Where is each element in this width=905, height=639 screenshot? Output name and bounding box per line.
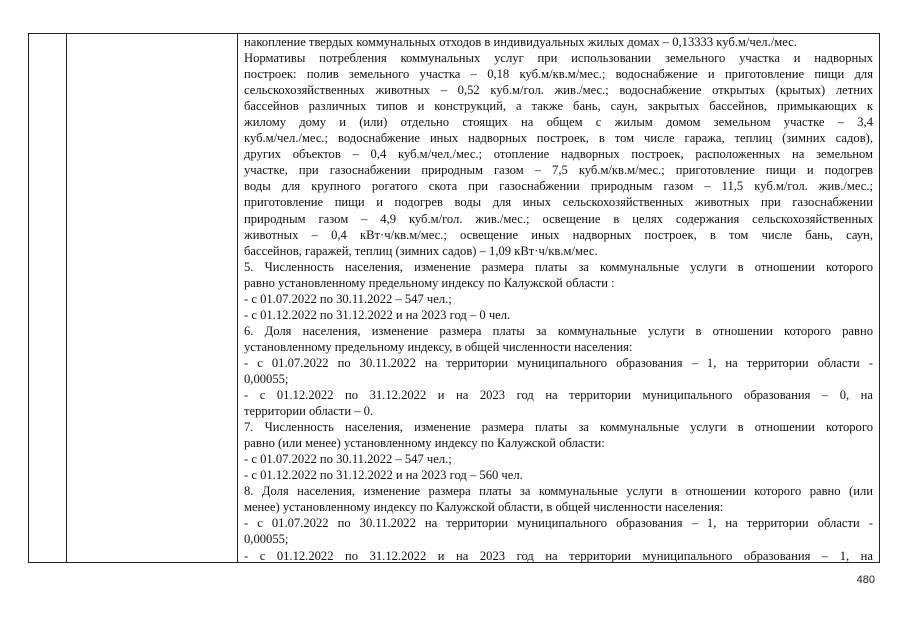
table-column-content: [238, 34, 879, 562]
text-line: приготовление пищи и подогрев воды для иных сельскохозяйственных животных при газоснабжении: [244, 195, 873, 210]
text-line: Нормативы потребления коммунальных услуг при использовании земельного участка и надворных: [244, 51, 873, 66]
text-line: - с 01.12.2022 по 31.12.2022 и на 2023 год – 0 чел.: [244, 307, 511, 322]
text-line: 7. Численность населения, изменение размера платы за коммунальные услуги в отношении которого: [244, 420, 873, 435]
text-line: бассейнов, гаражей, теплиц (зимних садов) – 1,09 кВт·ч/кв.м/мес.: [244, 243, 598, 258]
text-line: накопление твердых коммунальных отходов в индивидуальных жилых домах – 0,13333 куб.м/чел./мес.: [244, 35, 797, 49]
text-line: равно установленному предельному индексу по Калужской области :: [244, 275, 615, 290]
content-text: [244, 34, 873, 562]
text-line: - с 01.12.2022 по 31.12.2022 и на 2023 год – 560 чел.: [244, 468, 523, 483]
text-line: 5. Численность населения, изменение размера платы за коммунальные услуги в отношении которого: [244, 259, 873, 274]
text-line: менее) установленному индексу по Калужской области, в общей численности населения:: [244, 500, 724, 515]
table-column-number: [29, 34, 67, 562]
text-line: сельскохозяйственных животных – 0,52 куб.м/гол. жив./мес.; водоснабжение открытых (крытых) летних: [244, 83, 873, 98]
text-line: - с 01.07.2022 по 30.11.2022 на территории муниципального образования – 1, на территории области -: [244, 355, 873, 370]
text-line: животных – 0,4 кВт·ч/кв.м/мес.; освещение иных надворных построек, в том числе бань, саун,: [244, 227, 873, 242]
text-line: 6. Доля населения, изменение размера платы за коммунальные услуги в отношении которого равно: [244, 323, 873, 338]
text-line: - с 01.12.2022 по 31.12.2022 и на 2023 год на территории муниципального образования – 0, на: [244, 388, 873, 403]
text-line: природным газом – 4,9 куб.м/гол. жив./мес.; освещение в целях содержания сельскохозяйственных: [244, 211, 873, 226]
text-line: построек: полив земельного участка – 0,18 куб.м/кв.м/мес.; водоснабжение и приготовление пищи для: [244, 67, 873, 82]
text-line: 0,00055;: [244, 371, 289, 386]
page-number: 480: [856, 574, 875, 586]
text-line: установленному предельному индексу, в общей численности населения:: [244, 339, 633, 354]
document-table: [28, 33, 880, 563]
text-line: - с 01.07.2022 по 30.11.2022 на территории муниципального образования – 1, на территории области -: [244, 516, 873, 531]
text-line: - с 01.07.2022 по 30.11.2022 – 547 чел.;: [244, 452, 452, 467]
text-line: жилому дому и (или) отдельно стоящих на общем с жилым домом земельном участке – 3,4: [244, 115, 873, 130]
text-line: территории области – 0.: [244, 404, 374, 419]
text-line: бассейнов различных типов и конструкций, а также бань, саун, закрытых бассейнов, примыкающих к: [244, 99, 873, 114]
text-line: 0,00055;: [244, 532, 289, 547]
text-line: 8. Доля населения, изменение размера платы за коммунальные услуги в отношении которого равно (или: [244, 484, 873, 499]
text-line: равно (или менее) установленному индексу по Калужской области:: [244, 436, 605, 451]
text-line: - с 01.12.2022 по 31.12.2022 и на 2023 год на территории муниципального образования – 1, на: [244, 548, 873, 562]
text-line: других объектов – 0,4 куб.м/чел./мес.; отопление надворных построек, расположенных на земельном: [244, 147, 873, 162]
text-line: участке, при газоснабжении природным газом – 7,5 куб.м/кв.м/мес.; приготовление пищи и подогрев: [244, 163, 873, 178]
text-line: куб.м/чел./мес.; водоснабжение иных надворных построек, в том числе гаража, теплиц (зимних садов),: [244, 131, 873, 146]
table-column-name: [67, 34, 238, 562]
text-line: - с 01.07.2022 по 30.11.2022 – 547 чел.;: [244, 291, 452, 306]
text-line: воды для крупного рогатого скота при газоснабжении природным газом – 11,5 куб.м/гол. жив./мес.;: [244, 179, 873, 194]
